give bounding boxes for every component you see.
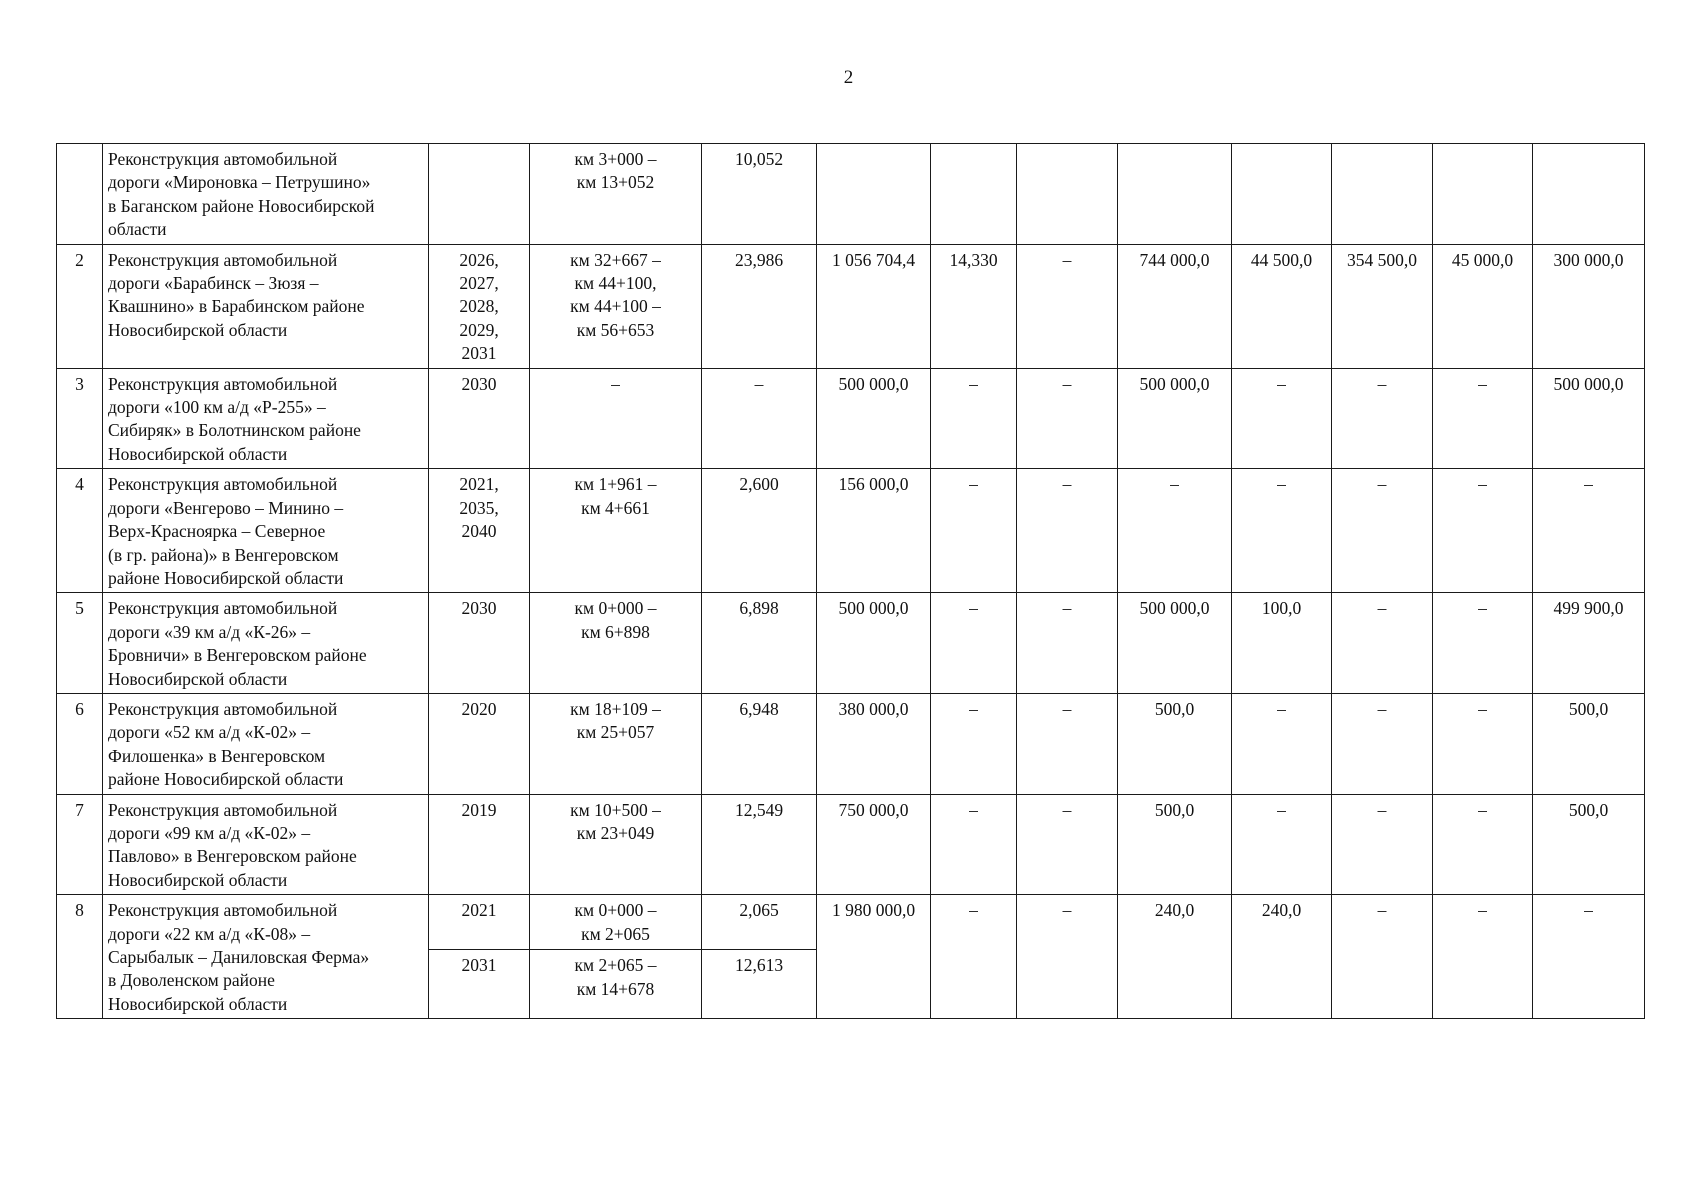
value-col-3: – — [1017, 794, 1118, 895]
value-col-6: – — [1332, 593, 1433, 694]
road-name: Реконструкция автомобильной дороги «Барабинск – Зюзя – Квашнино» в Барабинском районе Новосибирской области — [103, 244, 429, 368]
value-col-5 — [1232, 144, 1332, 245]
value-col-3: – — [1017, 469, 1118, 593]
value-col-3: – — [1017, 693, 1118, 794]
table-row — [57, 794, 1645, 895]
years: 2021 — [429, 895, 530, 950]
road-reconstruction-table — [56, 143, 1645, 1019]
value-col-8: – — [1533, 895, 1645, 1019]
km-range: км 18+109 – км 25+057 — [530, 693, 702, 794]
row-number — [57, 144, 103, 245]
row-number: 7 — [57, 794, 103, 895]
value-cost: 500 000,0 — [817, 368, 931, 469]
road-name: Реконструкция автомобильной дороги «39 км а/д «К-26» – Бровничи» в Венгеровском районе Новосибирской области — [103, 593, 429, 694]
value-col-2: – — [931, 469, 1017, 593]
length-km: 2,600 — [702, 469, 817, 593]
road-name: Реконструкция автомобильной дороги «99 км а/д «К-02» – Павлово» в Венгеровском районе Новосибирской области — [103, 794, 429, 895]
value-cost: 500 000,0 — [817, 593, 931, 694]
row-number: 5 — [57, 593, 103, 694]
road-name: Реконструкция автомобильной дороги «52 км а/д «К-02» – Филошенка» в Венгеровском районе Новосибирской области — [103, 693, 429, 794]
years: 2031 — [429, 950, 530, 1019]
km-range: км 2+065 – км 14+678 — [530, 950, 702, 1019]
length-km: 12,613 — [702, 950, 817, 1019]
value-col-7: – — [1433, 794, 1533, 895]
km-range: – — [530, 368, 702, 469]
km-range: км 32+667 – км 44+100, км 44+100 – км 56+653 — [530, 244, 702, 368]
table-row — [57, 593, 1645, 694]
years: 2021, 2035, 2040 — [429, 469, 530, 593]
km-range: км 0+000 – км 2+065 — [530, 895, 702, 950]
value-col-6: – — [1332, 794, 1433, 895]
value-cost: 1 980 000,0 — [817, 895, 931, 1019]
table-row — [57, 895, 1645, 950]
value-col-7 — [1433, 144, 1533, 245]
value-cost: 380 000,0 — [817, 693, 931, 794]
value-col-3 — [1017, 144, 1118, 245]
value-col-2: – — [931, 593, 1017, 694]
value-col-2: 14,330 — [931, 244, 1017, 368]
row-number: 2 — [57, 244, 103, 368]
value-col-5: – — [1232, 794, 1332, 895]
length-km: 6,948 — [702, 693, 817, 794]
value-col-7: – — [1433, 693, 1533, 794]
value-col-3: – — [1017, 244, 1118, 368]
value-col-5: – — [1232, 368, 1332, 469]
value-col-6: – — [1332, 368, 1433, 469]
value-col-3: – — [1017, 368, 1118, 469]
years: 2019 — [429, 794, 530, 895]
value-col-4: 500 000,0 — [1118, 593, 1232, 694]
value-col-8: 500,0 — [1533, 794, 1645, 895]
table-row — [57, 368, 1645, 469]
value-cost: 156 000,0 — [817, 469, 931, 593]
value-col-6 — [1332, 144, 1433, 245]
value-col-4 — [1118, 144, 1232, 245]
row-number: 4 — [57, 469, 103, 593]
road-name: Реконструкция автомобильной дороги «Мироновка – Петрушино» в Баганском районе Новосибирской области — [103, 144, 429, 245]
km-range: км 0+000 – км 6+898 — [530, 593, 702, 694]
table-row — [57, 144, 1645, 245]
row-number: 6 — [57, 693, 103, 794]
value-cost: 750 000,0 — [817, 794, 931, 895]
value-col-7: – — [1433, 895, 1533, 1019]
table-row — [57, 693, 1645, 794]
length-km: 6,898 — [702, 593, 817, 694]
value-col-2: – — [931, 693, 1017, 794]
value-col-2: – — [931, 368, 1017, 469]
row-number: 3 — [57, 368, 103, 469]
value-col-5: 100,0 — [1232, 593, 1332, 694]
value-col-5: 240,0 — [1232, 895, 1332, 1019]
years — [429, 144, 530, 245]
value-col-2 — [931, 144, 1017, 245]
km-range: км 1+961 – км 4+661 — [530, 469, 702, 593]
value-col-7: 45 000,0 — [1433, 244, 1533, 368]
km-range: км 3+000 – км 13+052 — [530, 144, 702, 245]
row-number: 8 — [57, 895, 103, 1019]
value-col-4: 500 000,0 — [1118, 368, 1232, 469]
value-col-4: 744 000,0 — [1118, 244, 1232, 368]
value-col-6: – — [1332, 469, 1433, 593]
years: 2030 — [429, 593, 530, 694]
value-col-8: 300 000,0 — [1533, 244, 1645, 368]
years: 2030 — [429, 368, 530, 469]
value-col-2: – — [931, 794, 1017, 895]
value-col-4: 500,0 — [1118, 794, 1232, 895]
page-number: 2 — [843, 67, 854, 88]
road-name: Реконструкция автомобильной дороги «22 км а/д «К-08» – Сарыбалык – Даниловская Ферма» в Доволенском районе Новосибирской области — [103, 895, 429, 1019]
value-col-5: – — [1232, 693, 1332, 794]
length-km: 2,065 — [702, 895, 817, 950]
value-col-7: – — [1433, 469, 1533, 593]
value-col-7: – — [1433, 593, 1533, 694]
value-cost — [817, 144, 931, 245]
value-col-6: – — [1332, 693, 1433, 794]
value-col-4: – — [1118, 469, 1232, 593]
value-col-8: – — [1533, 469, 1645, 593]
years: 2020 — [429, 693, 530, 794]
value-col-8 — [1533, 144, 1645, 245]
value-col-6: 354 500,0 — [1332, 244, 1433, 368]
value-col-5: – — [1232, 469, 1332, 593]
value-col-4: 500,0 — [1118, 693, 1232, 794]
km-range: км 10+500 – км 23+049 — [530, 794, 702, 895]
table-body — [57, 144, 1645, 1019]
value-col-8: 500,0 — [1533, 693, 1645, 794]
length-km: 10,052 — [702, 144, 817, 245]
value-col-8: 499 900,0 — [1533, 593, 1645, 694]
value-col-2: – — [931, 895, 1017, 1019]
value-col-5: 44 500,0 — [1232, 244, 1332, 368]
length-km: – — [702, 368, 817, 469]
years: 2026, 2027, 2028, 2029, 2031 — [429, 244, 530, 368]
table-row — [57, 469, 1645, 593]
value-col-3: – — [1017, 593, 1118, 694]
length-km: 23,986 — [702, 244, 817, 368]
table-row — [57, 244, 1645, 368]
road-name: Реконструкция автомобильной дороги «100 км а/д «Р-255» – Сибиряк» в Болотнинском районе Новосибирской области — [103, 368, 429, 469]
value-col-8: 500 000,0 — [1533, 368, 1645, 469]
value-col-7: – — [1433, 368, 1533, 469]
value-col-4: 240,0 — [1118, 895, 1232, 1019]
length-km: 12,549 — [702, 794, 817, 895]
value-col-3: – — [1017, 895, 1118, 1019]
value-col-6: – — [1332, 895, 1433, 1019]
value-cost: 1 056 704,4 — [817, 244, 931, 368]
road-name: Реконструкция автомобильной дороги «Венгерово – Минино – Верх-Красноярка – Северное (в гр. района)» в Венгеровском районе Новосибирской области — [103, 469, 429, 593]
